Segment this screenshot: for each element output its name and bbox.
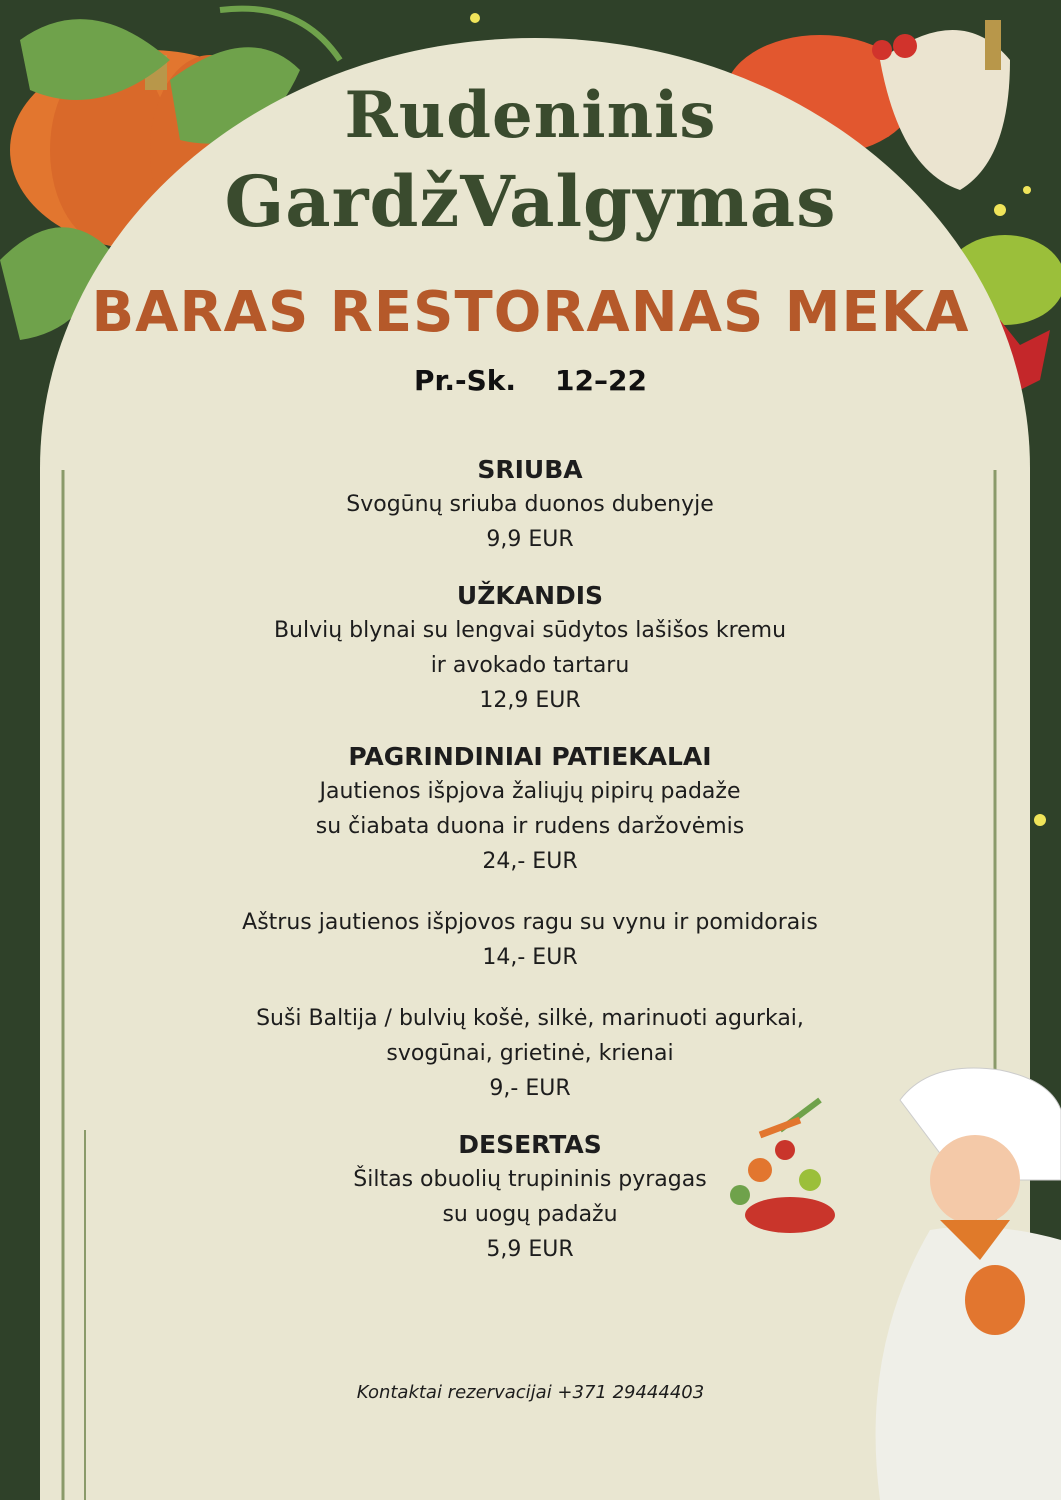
starter-description-1: Bulvių blynai su lengvai sūdytos lašišos kremu xyxy=(273,618,787,643)
soup-description: Svogūnų sriuba duonos dubenyje xyxy=(346,492,714,517)
event-title-line2: GardžValgymas xyxy=(224,160,837,243)
soup-price: 9,9 EUR xyxy=(486,527,574,552)
dessert-description-2: su uogų padažu xyxy=(442,1202,618,1227)
section-title-soup: SRIUBA xyxy=(477,455,583,484)
restaurant-name: BARAS RESTORANAS MEKA xyxy=(91,280,970,345)
event-title-line1: Rudeninis xyxy=(344,78,717,153)
menu-list xyxy=(180,453,880,1267)
opening-time: 12–22 xyxy=(555,364,647,397)
main1-description-1: Jautienos išpjova žaliųjų pipirų padaže xyxy=(319,779,741,804)
reservation-contact: Kontaktai rezervacijai +371 29444403 xyxy=(356,1382,705,1403)
main3-price: 9,- EUR xyxy=(489,1076,571,1101)
dessert-price: 5,9 EUR xyxy=(486,1237,574,1262)
dessert-description-1: Šiltas obuolių trupininis pyragas xyxy=(353,1167,707,1192)
opening-days: Pr.-Sk. xyxy=(414,364,517,397)
main3-description-2: svogūnai, grietinė, krienai xyxy=(386,1041,674,1066)
starter-description-2: ir avokado tartaru xyxy=(430,653,630,678)
starter-price: 12,9 EUR xyxy=(479,688,581,713)
section-title-mains: PAGRINDINIAI PATIEKALAI xyxy=(348,742,712,771)
section-title-dessert: DESERTAS xyxy=(458,1130,602,1159)
main1-description-2: su čiabata duona ir rudens daržovėmis xyxy=(315,814,745,839)
main1-price: 24,- EUR xyxy=(482,849,578,874)
main3-description-1: Suši Baltija / bulvių košė, silkė, marinuoti agurkai, xyxy=(256,1006,804,1031)
main2-description: Aštrus jautienos išpjovos ragu su vynu ir pomidorais xyxy=(242,910,818,935)
main2-price: 14,- EUR xyxy=(482,945,578,970)
section-title-starter: UŽKANDIS xyxy=(456,581,604,610)
opening-hours xyxy=(0,364,1061,397)
